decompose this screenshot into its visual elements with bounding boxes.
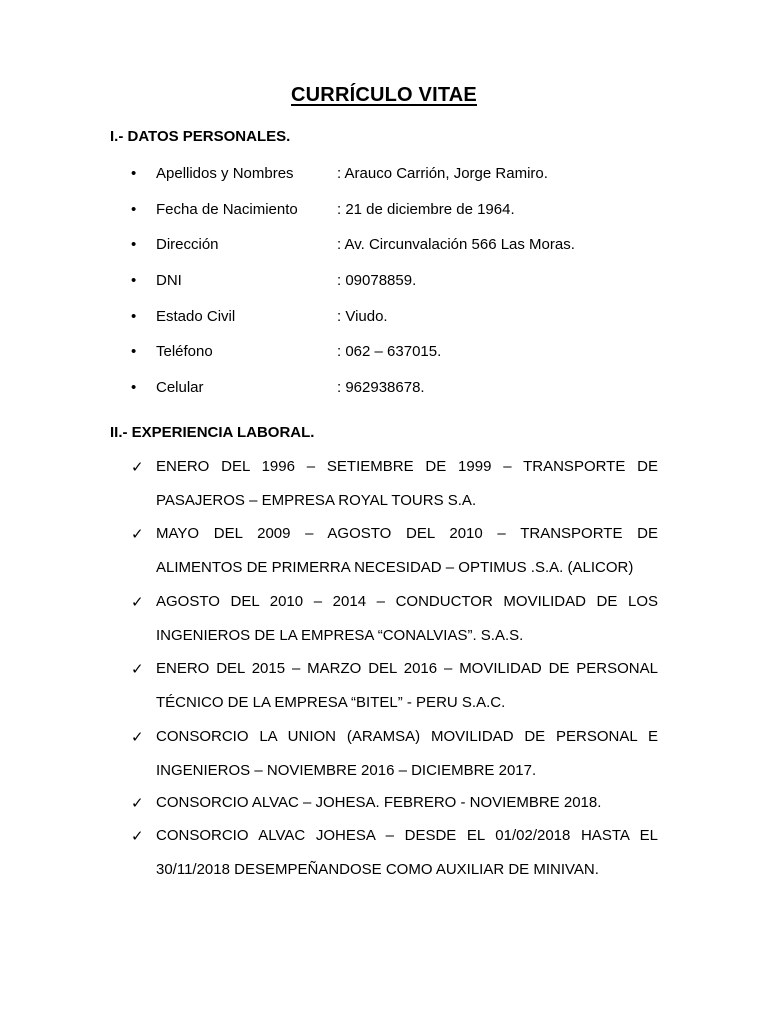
experience-line: INGENIEROS – NOVIEMBRE 2016 – DICIEMBRE 2017. [156,762,537,779]
experience-line: CONSORCIO LA UNION (ARAMSA) MOVILIDAD DE PERSONAL E [156,728,658,745]
experience-line: CONSORCIO ALVAC – JOHESA. FEBRERO - NOVIEMBRE 2018. [156,794,602,811]
bullet-icon: • [131,343,137,360]
experience-line: ENERO DEL 1996 – SETIEMBRE DE 1999 – TRANSPORTE DE [156,458,658,475]
experience-text [156,585,658,653]
personal-row-dni [0,272,768,294]
personal-row-mobile [0,379,768,401]
checkmark-icon: ✓ [131,795,144,812]
field-label: Celular [156,379,204,396]
field-value: : 09078859. [337,272,417,289]
personal-row-birthdate [0,201,768,223]
bullet-icon: • [131,201,137,218]
experience-line: CONSORCIO ALVAC JOHESA – DESDE EL 01/02/2018 HASTA EL [156,827,658,844]
field-label: Estado Civil [156,308,236,325]
field-label: Apellidos y Nombres [156,165,294,182]
experience-text [156,819,658,887]
personal-row-phone [0,343,768,365]
checkmark-icon: ✓ [131,661,144,678]
field-label: Teléfono [156,343,213,360]
experience-line: TÉCNICO DE LA EMPRESA “BITEL” - PERU S.A.C. [156,694,506,711]
bullet-icon: • [131,272,137,289]
experience-text [156,517,658,585]
field-value: : 062 – 637015. [337,343,442,360]
field-value: : 21 de diciembre de 1964. [337,201,515,218]
bullet-icon: • [131,379,137,396]
checkmark-icon: ✓ [131,729,144,746]
field-label: DNI [156,272,182,289]
field-label: Dirección [156,236,219,253]
experience-line: 30/11/2018 DESEMPEÑANDOSE COMO AUXILIAR DE MINIVAN. [156,861,599,878]
personal-row-civil-status [0,308,768,330]
experience-line: ENERO DEL 2015 – MARZO DEL 2016 – MOVILIDAD DE PERSONAL [156,660,658,677]
experience-line: ALIMENTOS DE PRIMERRA NECESIDAD – OPTIMUS .S.A. (ALICOR) [156,559,634,576]
experience-line: MAYO DEL 2009 – AGOSTO DEL 2010 – TRANSPORTE DE [156,525,658,542]
checkmark-icon: ✓ [131,459,144,476]
experience-line: PASAJEROS – EMPRESA ROYAL TOURS S.A. [156,492,477,509]
field-value: : 962938678. [337,379,425,396]
experience-line: AGOSTO DEL 2010 – 2014 – CONDUCTOR MOVILIDAD DE LOS [156,593,658,610]
document-title: CURRÍCULO VITAE [291,84,477,106]
field-value: : Av. Circunvalación 566 Las Moras. [337,236,575,253]
section-heading-personal: I.- DATOS PERSONALES. [110,128,291,145]
experience-text [156,652,658,720]
bullet-icon: • [131,308,137,325]
personal-row-names [0,165,768,187]
field-value: : Viudo. [337,308,388,325]
experience-text [156,720,658,788]
bullet-icon: • [131,165,137,182]
checkmark-icon: ✓ [131,828,144,845]
field-label: Fecha de Nacimiento [156,201,298,218]
experience-text [156,786,658,820]
section-heading-experience: II.- EXPERIENCIA LABORAL. [110,424,315,441]
checkmark-icon: ✓ [131,594,144,611]
personal-row-address [0,236,768,258]
experience-text [156,450,658,518]
bullet-icon: • [131,236,137,253]
field-value: : Arauco Carrión, Jorge Ramiro. [337,165,548,182]
checkmark-icon: ✓ [131,526,144,543]
experience-line: INGENIEROS DE LA EMPRESA “CONALVIAS”. S.A.S. [156,627,524,644]
